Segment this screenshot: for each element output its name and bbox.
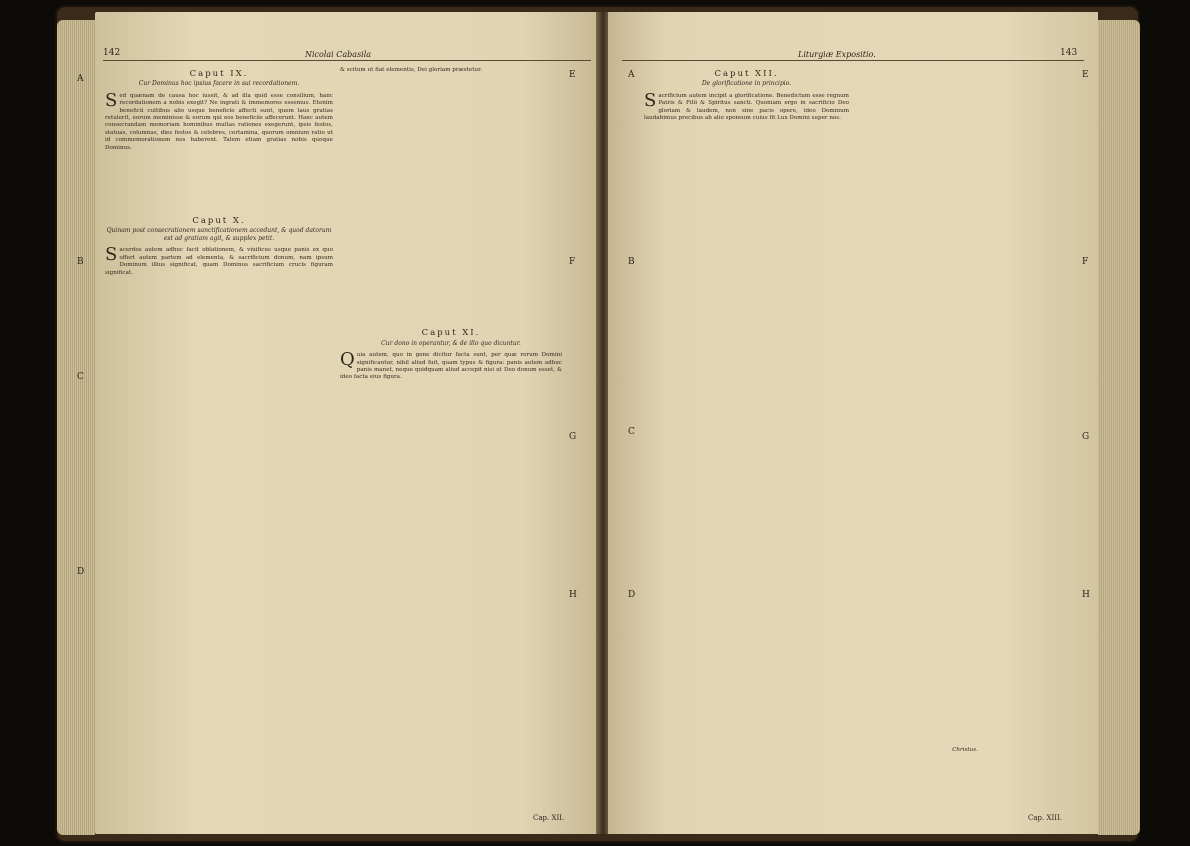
chapter-ix-heading: Caput IX. <box>189 69 249 79</box>
margin-letter-b-right: B <box>628 257 635 267</box>
head-rule-right <box>622 60 1084 61</box>
right-column-b <box>856 67 1074 807</box>
chapter-x-initial: S <box>105 244 118 266</box>
left-column-b <box>340 67 562 807</box>
chapter-x-subtitle: Quinam post consecrationem sanctificationem accedunt, & quod datorum est ad gratiam agit, & supplex petit. <box>106 227 332 242</box>
margin-letter-h-right: H <box>1082 590 1090 600</box>
margin-letter-a-right: A <box>628 70 635 80</box>
margin-letter-c: C <box>77 372 84 382</box>
margin-letter-e: E <box>569 70 576 80</box>
margin-letter-d-right: D <box>628 590 636 600</box>
margin-letter-f: F <box>569 257 576 267</box>
catchword-left: Cap. XII. <box>533 814 565 822</box>
right-column-a <box>644 67 849 807</box>
folio-left: 142 <box>103 48 121 58</box>
chapter-xi-subtitle: Cur dono in operantur, & de illo quo dicuntur. <box>381 339 521 347</box>
left-column-b-tail: & scitum ut fiat elementis, Dei gloriam præstetur. <box>340 67 482 73</box>
running-head-left: Nicolai Cabasila <box>305 50 372 59</box>
margin-letter-b: B <box>77 257 84 267</box>
margin-letter-f-right: F <box>1082 257 1089 267</box>
left-page-edges <box>57 20 95 835</box>
chapter-ix-text: ed quænam de causa hoc iussit, & ad illa quid esse consilium, hanc recordationem a nobis exegit? Ne ingrati & immemores essemus. Etenim beneficii cultibus alio usque beneficio affecti sunt, quem laus gratias retulerit, eorum meminisse & eorum qui eos beneficiis affecerunt. Hanc autem consecrandam memoriam hominibus multas rationes exegerunt, ipsis festos, statuas, columnas, dies festos & celebres, certamina, quorum omnium ratio ut id commemorationem nos haberent. Talem etiam gratias nobis quoque Dominus. <box>105 92 333 151</box>
margin-letter-c-right: C <box>628 427 635 437</box>
margin-letter-h: H <box>569 590 577 600</box>
left-column-a <box>105 67 333 807</box>
chapter-x-text: acerdos autem adhuc facit oblationem, & viuificus usque panis ex quo offert autem partem ad elementa, & sacrificium donum, nam ipsum Dominum illius significat, quam Dominus sacrificium crucis figuram significat. <box>105 247 333 276</box>
chapter-x-heading: Caput X. <box>192 216 246 227</box>
margin-letter-d: D <box>77 567 85 577</box>
chapter-xii-text: acrificium autem incipit a glorificatione. Benedictum esse regnum Patris & Filii & Spiritus sancti. Quoniam ergo in sacrificio Deo gloriam & laudem, non sine pacis opere, ideo Dominum laudabimus precibus ab alio sponsum cuius fit Lux Domini super nos. <box>644 92 849 122</box>
chapter-xi-text: uia autem, quo in gene dicitur facta sunt, per quæ rerum Domini significantur, nihil aliud fuit, quam typus & figura: panis autem adhuc panis manet, neque quidquam aliud accepit nisi ut Deo donum esset, & ideo facta eius figura. <box>340 352 562 381</box>
chapter-ix-subtitle: Cur Dominus hoc ipsius facere in sui recordationem. <box>138 80 300 88</box>
chapter-xi-heading: Caput XI. <box>421 328 481 339</box>
catchword-right: Cap. XIII. <box>1028 814 1062 822</box>
chapter-ix-initial: S <box>105 89 118 111</box>
right-page-edges <box>1098 20 1140 835</box>
margin-letter-a: A <box>77 74 84 84</box>
right-column-b-end-word: Christus. <box>952 747 978 753</box>
right-page <box>608 12 1098 834</box>
folio-right: 143 <box>1060 48 1078 58</box>
chapter-xii-initial: S <box>644 89 657 111</box>
running-head-right: Liturgiæ Expositio. <box>798 50 876 59</box>
chapter-xii-heading: Caput XII. <box>714 69 779 79</box>
head-rule-left <box>103 60 591 61</box>
margin-letter-e-right: E <box>1082 70 1089 80</box>
margin-letter-g-right: G <box>1082 432 1090 442</box>
chapter-xii-subtitle: De glorificatione in principio. <box>701 80 792 88</box>
chapter-xi-initial: Q <box>340 349 355 371</box>
margin-letter-g: G <box>569 432 577 442</box>
left-page <box>77 12 598 834</box>
